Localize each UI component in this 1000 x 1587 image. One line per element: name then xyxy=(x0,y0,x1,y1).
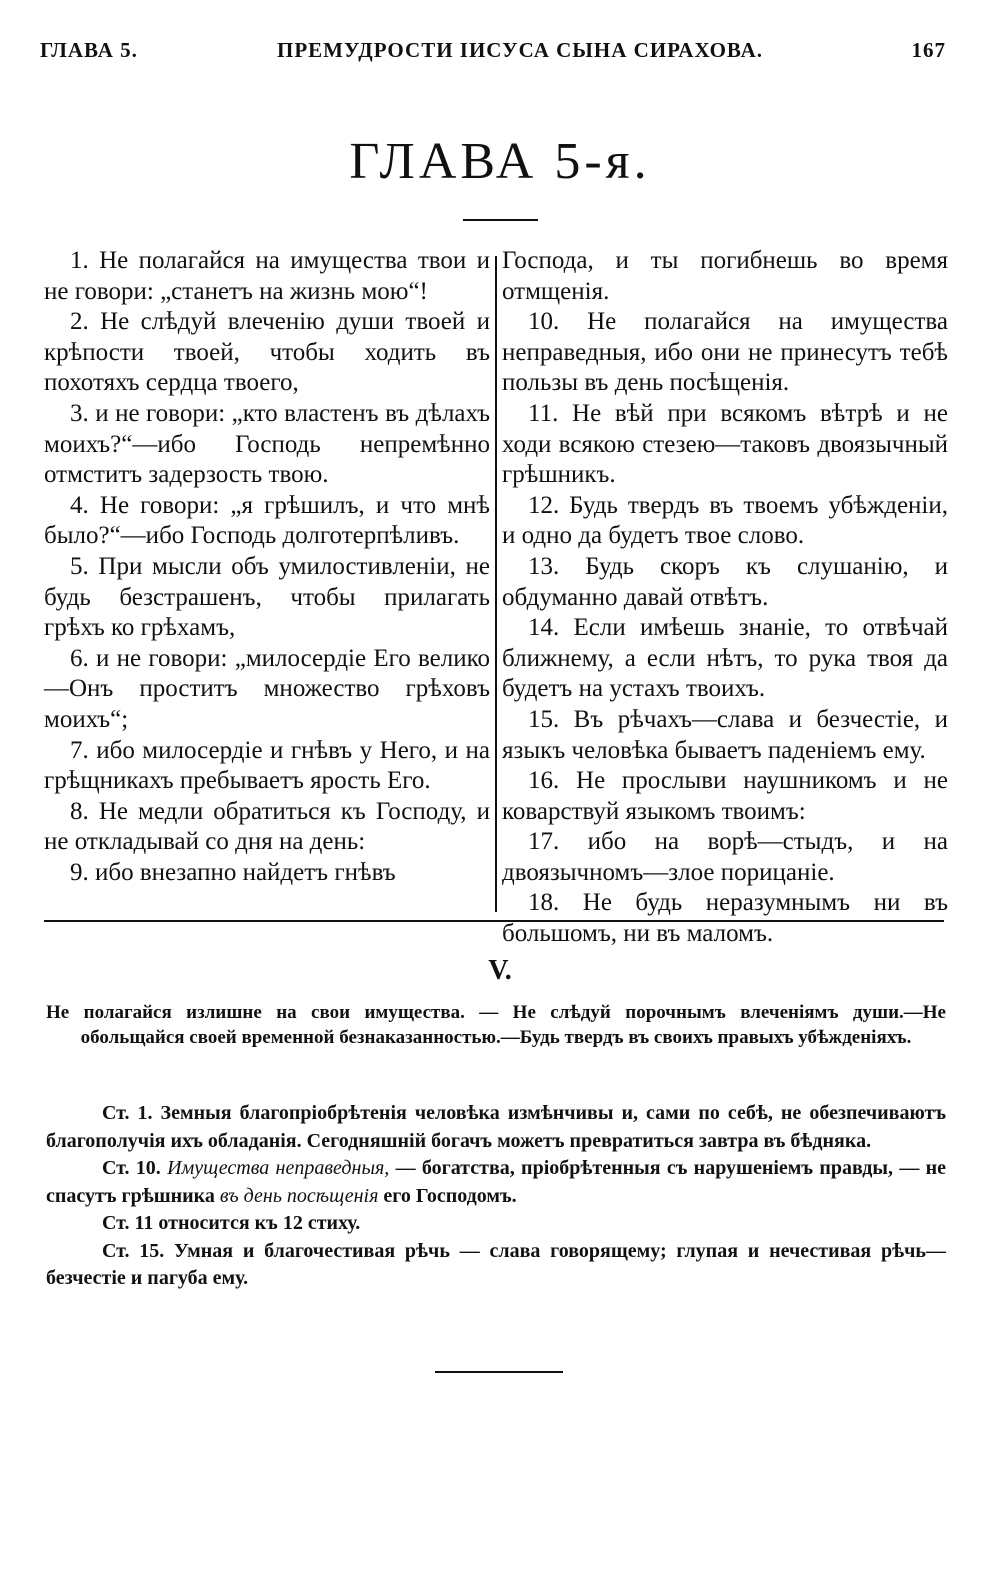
verse: 14. Если имѣешь знанiе, то отвѣчай ближнему, а если нѣтъ, то рука твоя да будетъ на устахъ твоихъ. xyxy=(502,614,948,703)
title-rule xyxy=(463,219,538,221)
commentary-quote: въ день посѣщенiя xyxy=(219,1184,379,1207)
verse: 5. При мысли объ умилостивленiи, не будь безстрашенъ, чтобы прилагать грѣхъ ко грѣхамъ, xyxy=(44,552,490,642)
verse: 1. Не полагайся на имущества твои и не говори: „станетъ на жизнь мою“! xyxy=(44,247,490,305)
running-head-book-title: ПРЕМУДРОСТИ IИСУСА СЫНА СИРАХОВА. xyxy=(277,38,763,62)
verse: 3. и не говори: „кто властенъ въ дѣлахъ моихъ?“—ибо Господь непремѣнно отмститъ задерзость твою. xyxy=(44,399,490,489)
verse: 18. Не будь неразумнымъ ни въ большомъ, ни въ маломъ. xyxy=(502,889,948,948)
commentary-note: Ст. 11 относится къ 12 стиху. xyxy=(102,1212,361,1234)
verse-continuation: Господа, и ты погибнешь во время отмщенiя. xyxy=(502,247,948,305)
chapter-title: ГЛАВА 5-я. xyxy=(349,133,651,190)
left-column xyxy=(44,246,490,888)
running-head xyxy=(40,38,946,78)
verse: 4. Не говори: „я грѣшилъ, и что мнѣ было?“—ибо Господь долготерпѣливъ. xyxy=(44,491,490,550)
section-numeral: V. xyxy=(488,955,512,986)
verse: 15. Въ рѣчахъ—слава и безчестiе, и языкъ человѣка бываетъ паденiемъ ему. xyxy=(502,705,948,764)
verse: 7. ибо милосердiе и гнѣвъ у Него, и на грѣщникахъ пребываетъ ярость Его. xyxy=(44,736,490,795)
running-head-chapter: ГЛАВА 5. xyxy=(40,38,138,62)
verse: 6. и не говори: „милосердiе Его велико—Онъ проститъ множество грѣховъ моихъ“; xyxy=(44,644,490,733)
verse: 17. ибо на ворѣ—стыдъ, и на двоязычномъ—злое порицанiе. xyxy=(502,828,948,886)
commentary-ref: Ст. 10. xyxy=(102,1157,161,1179)
commentary-note: Ст. 1. Земныя благопрiобрѣтенiя человѣка измѣнчивы и, сами по себѣ, не обезпечиваютъ благополучiя ихъ обладанiя. Сегодняшнiй богачъ можетъ превратиться завтра въ бѣдняка. xyxy=(46,1102,946,1152)
verse: 16. Не прослыви наушникомъ и не коварствуй языкомъ твоимъ: xyxy=(502,767,948,825)
commentary-text: — богатства, прiобрѣтенныя съ нарушенiемъ правды, — не спасутъ грѣшника xyxy=(46,1157,947,1207)
right-column xyxy=(502,246,948,950)
column-divider xyxy=(495,256,497,912)
verse: 13. Будь скоръ къ слушанiю, и обдуманно давай отвѣтъ. xyxy=(502,552,948,611)
verse: 11. Не вѣй при всякомъ вѣтрѣ и не ходи всякою стезею—таковъ двоязычный грѣшникъ. xyxy=(502,399,948,489)
verse: 8. Не медли обратиться къ Господу, и не откладывай со дня на день: xyxy=(44,797,490,856)
section-rule xyxy=(44,920,944,922)
verse: 9. ибо внезапно найдетъ гнѣвъ xyxy=(70,858,396,886)
commentary-quote: Имущества неправедныя, xyxy=(167,1157,390,1179)
verse: 12. Будь твердъ въ твоемъ убѣжденiи, и одно да будетъ твое слово. xyxy=(502,491,948,550)
verse: 10. Не полагайся на имущества неправедныя, ибо они не принесутъ тебѣ пользы въ день посѣщенiя. xyxy=(502,308,948,397)
verse: 2. Не слѣдуй влеченiю души твоей и крѣпости твоей, чтобы ходить въ похотяхъ сердца твоего, xyxy=(44,308,490,397)
chapter-summary: Не полагайся излишне на свои имущества. — Не слѣдуй порочнымъ влеченiямъ души.—Не обольщайся своей временной безнаказанностью.—Будь твердъ въ своихъ правыхъ убѣжденiяхъ. xyxy=(46,1002,946,1048)
commentary-note xyxy=(46,1155,946,1210)
commentary-text: его Господомъ. xyxy=(378,1184,517,1207)
commentary-note: Ст. 15. Умная и благочестивая рѣчь — слава говорящему; глупая и нечестивая рѣчь—безчестiе и пагуба ему. xyxy=(46,1239,946,1289)
page-number: 167 xyxy=(911,38,946,62)
verse-columns xyxy=(44,246,948,948)
end-rule xyxy=(435,1371,563,1373)
commentary xyxy=(46,1100,946,1293)
